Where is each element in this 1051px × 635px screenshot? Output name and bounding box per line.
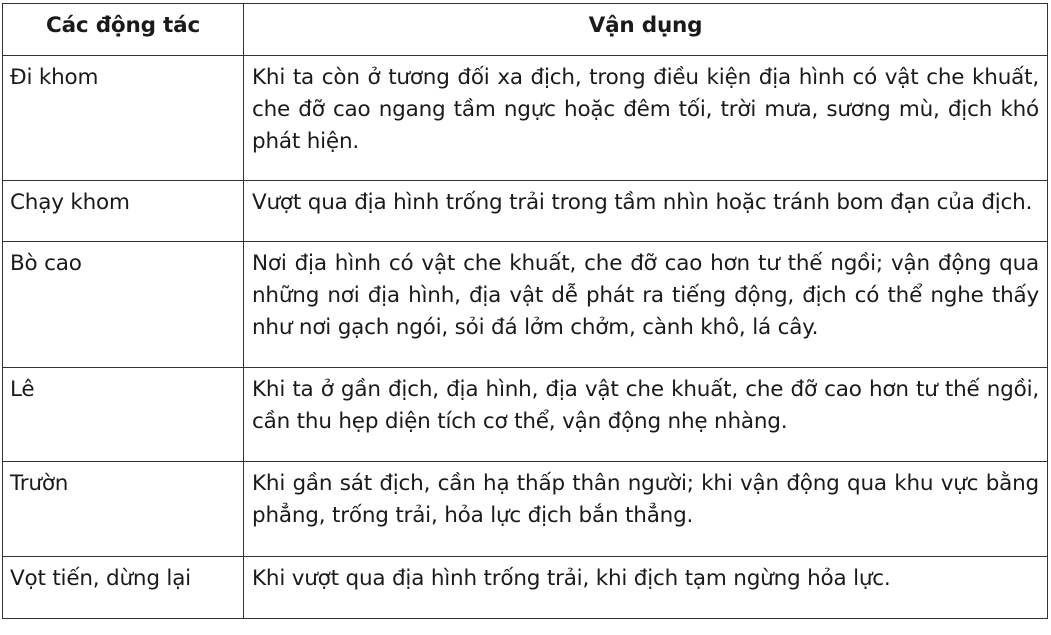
table-row [3, 242, 1048, 368]
usage-cell: Vượt qua địa hình trống trải trong tầm nhìn hoặc tránh bom đạn của địch. [244, 181, 1048, 242]
table-header-row [3, 4, 1048, 56]
usage-cell: Khi vượt qua địa hình trống trải, khi địch tạm ngừng hỏa lực. [244, 557, 1048, 619]
usage-cell: Khi ta còn ở tương đối xa địch, trong điều kiện địa hình có vật che khuất, che đỡ cao ngang tầm ngực hoặc đêm tối, trời mưa, sương mù, địch khó phát hiện. [244, 56, 1048, 181]
action-cell: Chạy khom [3, 181, 244, 242]
header-usage: Vận dụng [244, 4, 1048, 56]
table-row [3, 368, 1048, 462]
action-cell: Trườn [3, 462, 244, 557]
table-row [3, 56, 1048, 181]
action-cell: Lê [3, 368, 244, 462]
table-row [3, 557, 1048, 619]
movement-table [2, 3, 1048, 619]
action-cell: Đi khom [3, 56, 244, 181]
usage-cell: Khi ta ở gần địch, địa hình, địa vật che khuất, che đỡ cao hơn tư thế ngồi, cần thu hẹp diện tích cơ thể, vận động nhẹ nhàng. [244, 368, 1048, 462]
table-row [3, 181, 1048, 242]
usage-cell: Nơi địa hình có vật che khuất, che đỡ cao hơn tư thế ngồi; vận động qua những nơi địa hình, địa vật dễ phát ra tiếng động, địch có thể nghe thấy như nơi gạch ngói, sỏi đá lởm chởm, cành khô, lá cây. [244, 242, 1048, 368]
usage-cell: Khi gần sát địch, cần hạ thấp thân người; khi vận động qua khu vực bằng phẳng, trống trải, hỏa lực địch bắn thẳng. [244, 462, 1048, 557]
action-cell: Bò cao [3, 242, 244, 368]
action-cell: Vọt tiến, dừng lại [3, 557, 244, 619]
table-row [3, 462, 1048, 557]
header-action: Các động tác [3, 4, 244, 56]
